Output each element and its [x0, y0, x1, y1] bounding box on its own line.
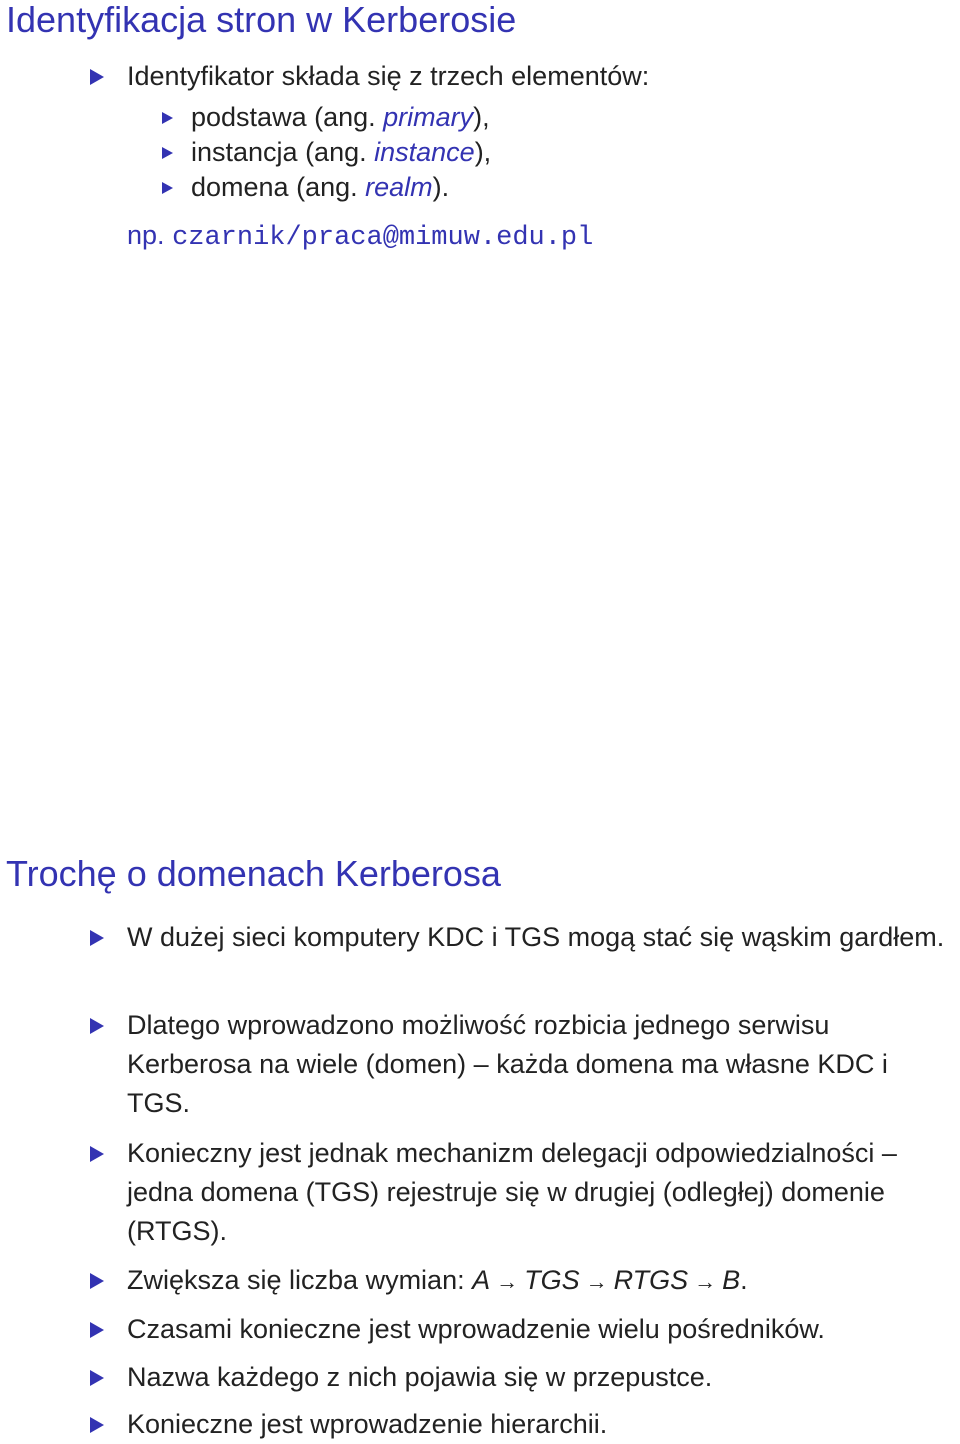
slide-1-title: Identyfikacja stron w Kerberosie	[6, 0, 517, 40]
bullet-delegation	[127, 1134, 957, 1251]
bullet-arrow-icon	[90, 1417, 104, 1433]
bullet-arrow-icon	[90, 1146, 104, 1162]
bullet-identifier-intro	[127, 57, 649, 96]
bullet-arrow-icon	[90, 69, 104, 85]
bullet-text: Konieczne jest wprowadzenie hierarchii.	[127, 1409, 608, 1439]
example-label: np.	[127, 220, 165, 250]
bullet-text: Konieczny jest jednak mechanizm delegacji odpowiedzialności – jedna domena (TGS) rejestruje się w drugiej (odległej) domenie (RTGS).	[127, 1138, 897, 1246]
right-arrow-icon: →	[694, 1269, 717, 1294]
bullet-exchanges	[127, 1261, 957, 1301]
bullet-arrow-icon	[90, 1322, 104, 1338]
bullet-intermediaries	[127, 1310, 957, 1349]
exchange-suffix: .	[740, 1265, 748, 1295]
example-identifier: czarnik/praca@mimuw.edu.pl	[172, 223, 594, 253]
bullet-arrow-icon	[90, 1018, 104, 1034]
bullet-arrow-icon	[90, 1273, 104, 1289]
term-realm: realm	[365, 172, 433, 202]
bullet-bottleneck	[127, 918, 957, 957]
sub-bullet-prefix: instancja (ang.	[191, 137, 375, 167]
sub-bullet-primary	[191, 98, 490, 137]
example-line	[127, 216, 593, 258]
bullet-text: Czasami konieczne jest wprowadzenie wielu pośredników.	[127, 1314, 825, 1344]
sub-bullet-suffix: ),	[473, 102, 490, 132]
bullet-text: Zwiększa się liczba wymian:	[127, 1265, 473, 1295]
sub-bullet-suffix: ).	[432, 172, 450, 202]
exchange-step-a: A	[472, 1265, 491, 1295]
exchange-step-rtgs: RTGS	[613, 1265, 689, 1295]
sub-bullet-arrow-icon	[162, 112, 173, 124]
right-arrow-icon: →	[585, 1269, 608, 1294]
term-primary: primary	[383, 102, 474, 132]
bullet-ticket-names	[127, 1358, 957, 1397]
bullet-text: W dużej sieci komputery KDC i TGS mogą stać się wąskim gardłem.	[127, 922, 945, 952]
exchange-step-tgs: TGS	[524, 1265, 580, 1295]
sub-bullet-instance	[191, 133, 491, 172]
bullet-domains	[127, 1006, 957, 1123]
bullet-arrow-icon	[90, 1370, 104, 1386]
sub-bullet-realm	[191, 168, 449, 207]
bullet-arrow-icon	[90, 930, 104, 946]
sub-bullet-suffix: ),	[474, 137, 492, 167]
sub-bullet-arrow-icon	[162, 147, 173, 159]
bullet-text: Nazwa każdego z nich pojawia się w przepustce.	[127, 1362, 713, 1392]
sub-bullet-prefix: domena (ang.	[191, 172, 366, 202]
right-arrow-icon: →	[496, 1269, 519, 1294]
exchange-step-b: B	[722, 1265, 741, 1295]
sub-bullet-arrow-icon	[162, 182, 173, 194]
bullet-text: Identyfikator składa się z trzech elementów:	[127, 61, 650, 91]
slide-2-title: Trochę o domenach Kerberosa	[6, 853, 501, 894]
sub-bullet-prefix: podstawa (ang.	[191, 102, 384, 132]
term-instance: instance	[374, 137, 475, 167]
bullet-hierarchy	[127, 1405, 957, 1444]
bullet-text: Dlatego wprowadzono możliwość rozbicia jednego serwisu Kerberosa na wiele (domen) – każda domena ma własne KDC i TGS.	[127, 1010, 888, 1118]
